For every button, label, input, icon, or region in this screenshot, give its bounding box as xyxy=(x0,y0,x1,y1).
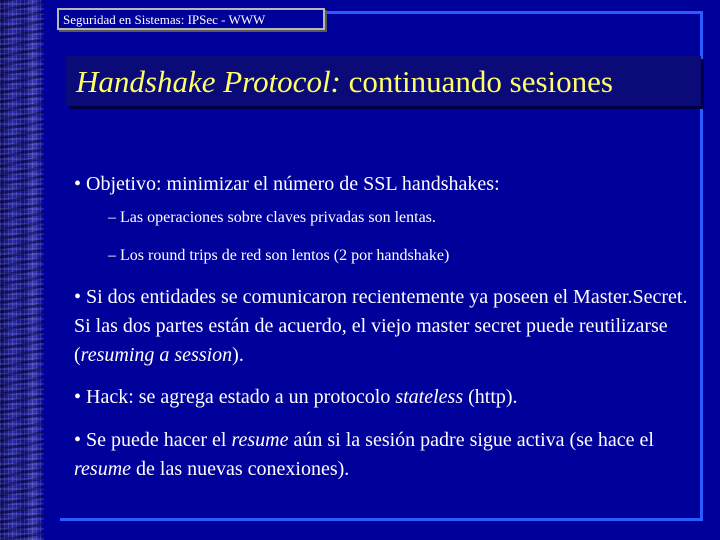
bullet-resume xyxy=(74,426,699,484)
bullet-hack-text: • Hack: se agrega estado a un protocolo xyxy=(74,386,396,408)
bullet-master-secret-end: ). xyxy=(232,344,244,366)
sub-bullet-claves: – Las operaciones sobre claves privadas son lentas. xyxy=(108,209,436,226)
decorative-texture-strip xyxy=(0,0,44,540)
header-box xyxy=(57,8,325,30)
bullet-resume-text: • Se puede hacer el xyxy=(74,429,232,451)
bullet-resume-emphasis-2: resume xyxy=(74,458,132,480)
bullet-master-secret-emphasis: resuming a session xyxy=(80,344,233,366)
frame-line-top xyxy=(325,11,703,14)
title-rest: continuando sesiones xyxy=(340,64,613,99)
bullet-resume-middle: aún si la sesión padre sigue activa (se hace el xyxy=(288,429,654,451)
title-italic-part: Handshake Protocol: xyxy=(76,64,341,99)
frame-line-bottom xyxy=(60,518,703,521)
bullet-master-secret xyxy=(74,283,699,370)
bullet-resume-emphasis-1: resume xyxy=(231,429,289,451)
bullet-hack-emphasis: stateless xyxy=(395,386,464,408)
slide-title xyxy=(76,64,613,100)
bullet-master-secret-text: • Si dos entidades se comunicaron recientemente ya poseen el Master.Secret. Si las dos partes están de acuerdo, el viejo master secret puede reutilizarse ( xyxy=(74,286,688,366)
sub-bullet-round-trips: – Los round trips de red son lentos (2 por handshake) xyxy=(108,247,450,264)
bullet-hack xyxy=(74,383,699,412)
title-box xyxy=(66,56,701,106)
header-text: Seguridad en Sistemas: IPSec - WWW xyxy=(63,12,266,27)
bullet-objetivo: • Objetivo: minimizar el número de SSL handshakes: xyxy=(74,173,500,195)
bullet-resume-end: de las nuevas conexiones). xyxy=(131,458,350,480)
bullet-hack-end: (http). xyxy=(463,386,518,408)
